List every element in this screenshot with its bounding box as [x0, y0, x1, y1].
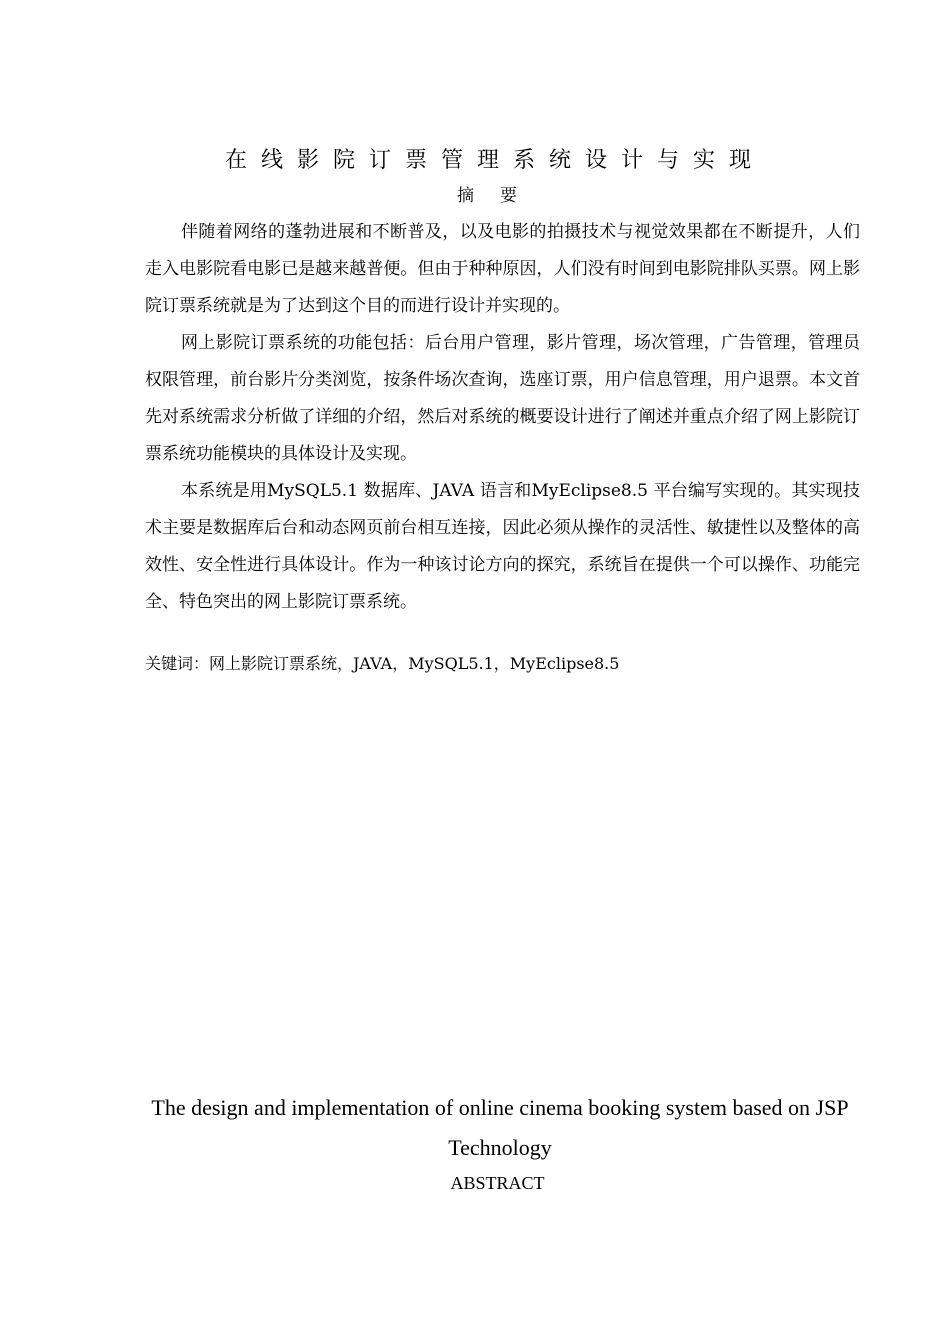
keywords-value: 网上影院订票系统，JAVA，MySQL5.1，MyEclipse8.5 [209, 654, 620, 673]
english-abstract-heading: ABSTRACT [450, 1173, 545, 1193]
abstract-paragraph-2: 网上影院订票系统的功能包括：后台用户管理，影片管理，场次管理，广告管理，管理员权限管理，前台影片分类浏览，按条件场次查询，选座订票，用户信息管理，用户退票。本文首先对系统需求分析做了详细的介绍，然后对系统的概要设计进行了阐述并重点介绍了网上影院订票系统功能模块的具体设计及实现。 [145, 333, 860, 464]
keywords-label: 关键词： [145, 654, 210, 673]
abstract-paragraph-3: 本系统是用MySQL5.1 数据库、JAVA 语言和MyEclipse8.5 平台编写实现的。其实现技术主要是数据库后台和动态网页前台相互连接，因此必须从操作的灵活性、敏捷性以及整体的高效性、安全性进行具体设计。作为一种该讨论方向的探究，系统旨在提供一个可以操作、功能完全、特色突出的网上影院订票系统。 [145, 481, 860, 612]
english-title: The design and implementation of online cinema booking system based on JSP Technology [151, 1095, 849, 1160]
chinese-abstract-heading: 摘要 [457, 186, 543, 206]
keywords-line [145, 650, 860, 678]
abstract-paragraph-1: 伴随着网络的蓬勃进展和不断普及，以及电影的拍摄技术与视觉效果都在不断提升，人们走入电影院看电影已是越来越普便。但由于种种原因，人们没有时间到电影院排队买票。网上影院订票系统就是为了达到这个目的而进行设计并实现的。 [145, 222, 860, 316]
chinese-title: 在线影院订票管理系统设计与实现 [224, 148, 765, 173]
chinese-abstract-body [145, 214, 860, 621]
